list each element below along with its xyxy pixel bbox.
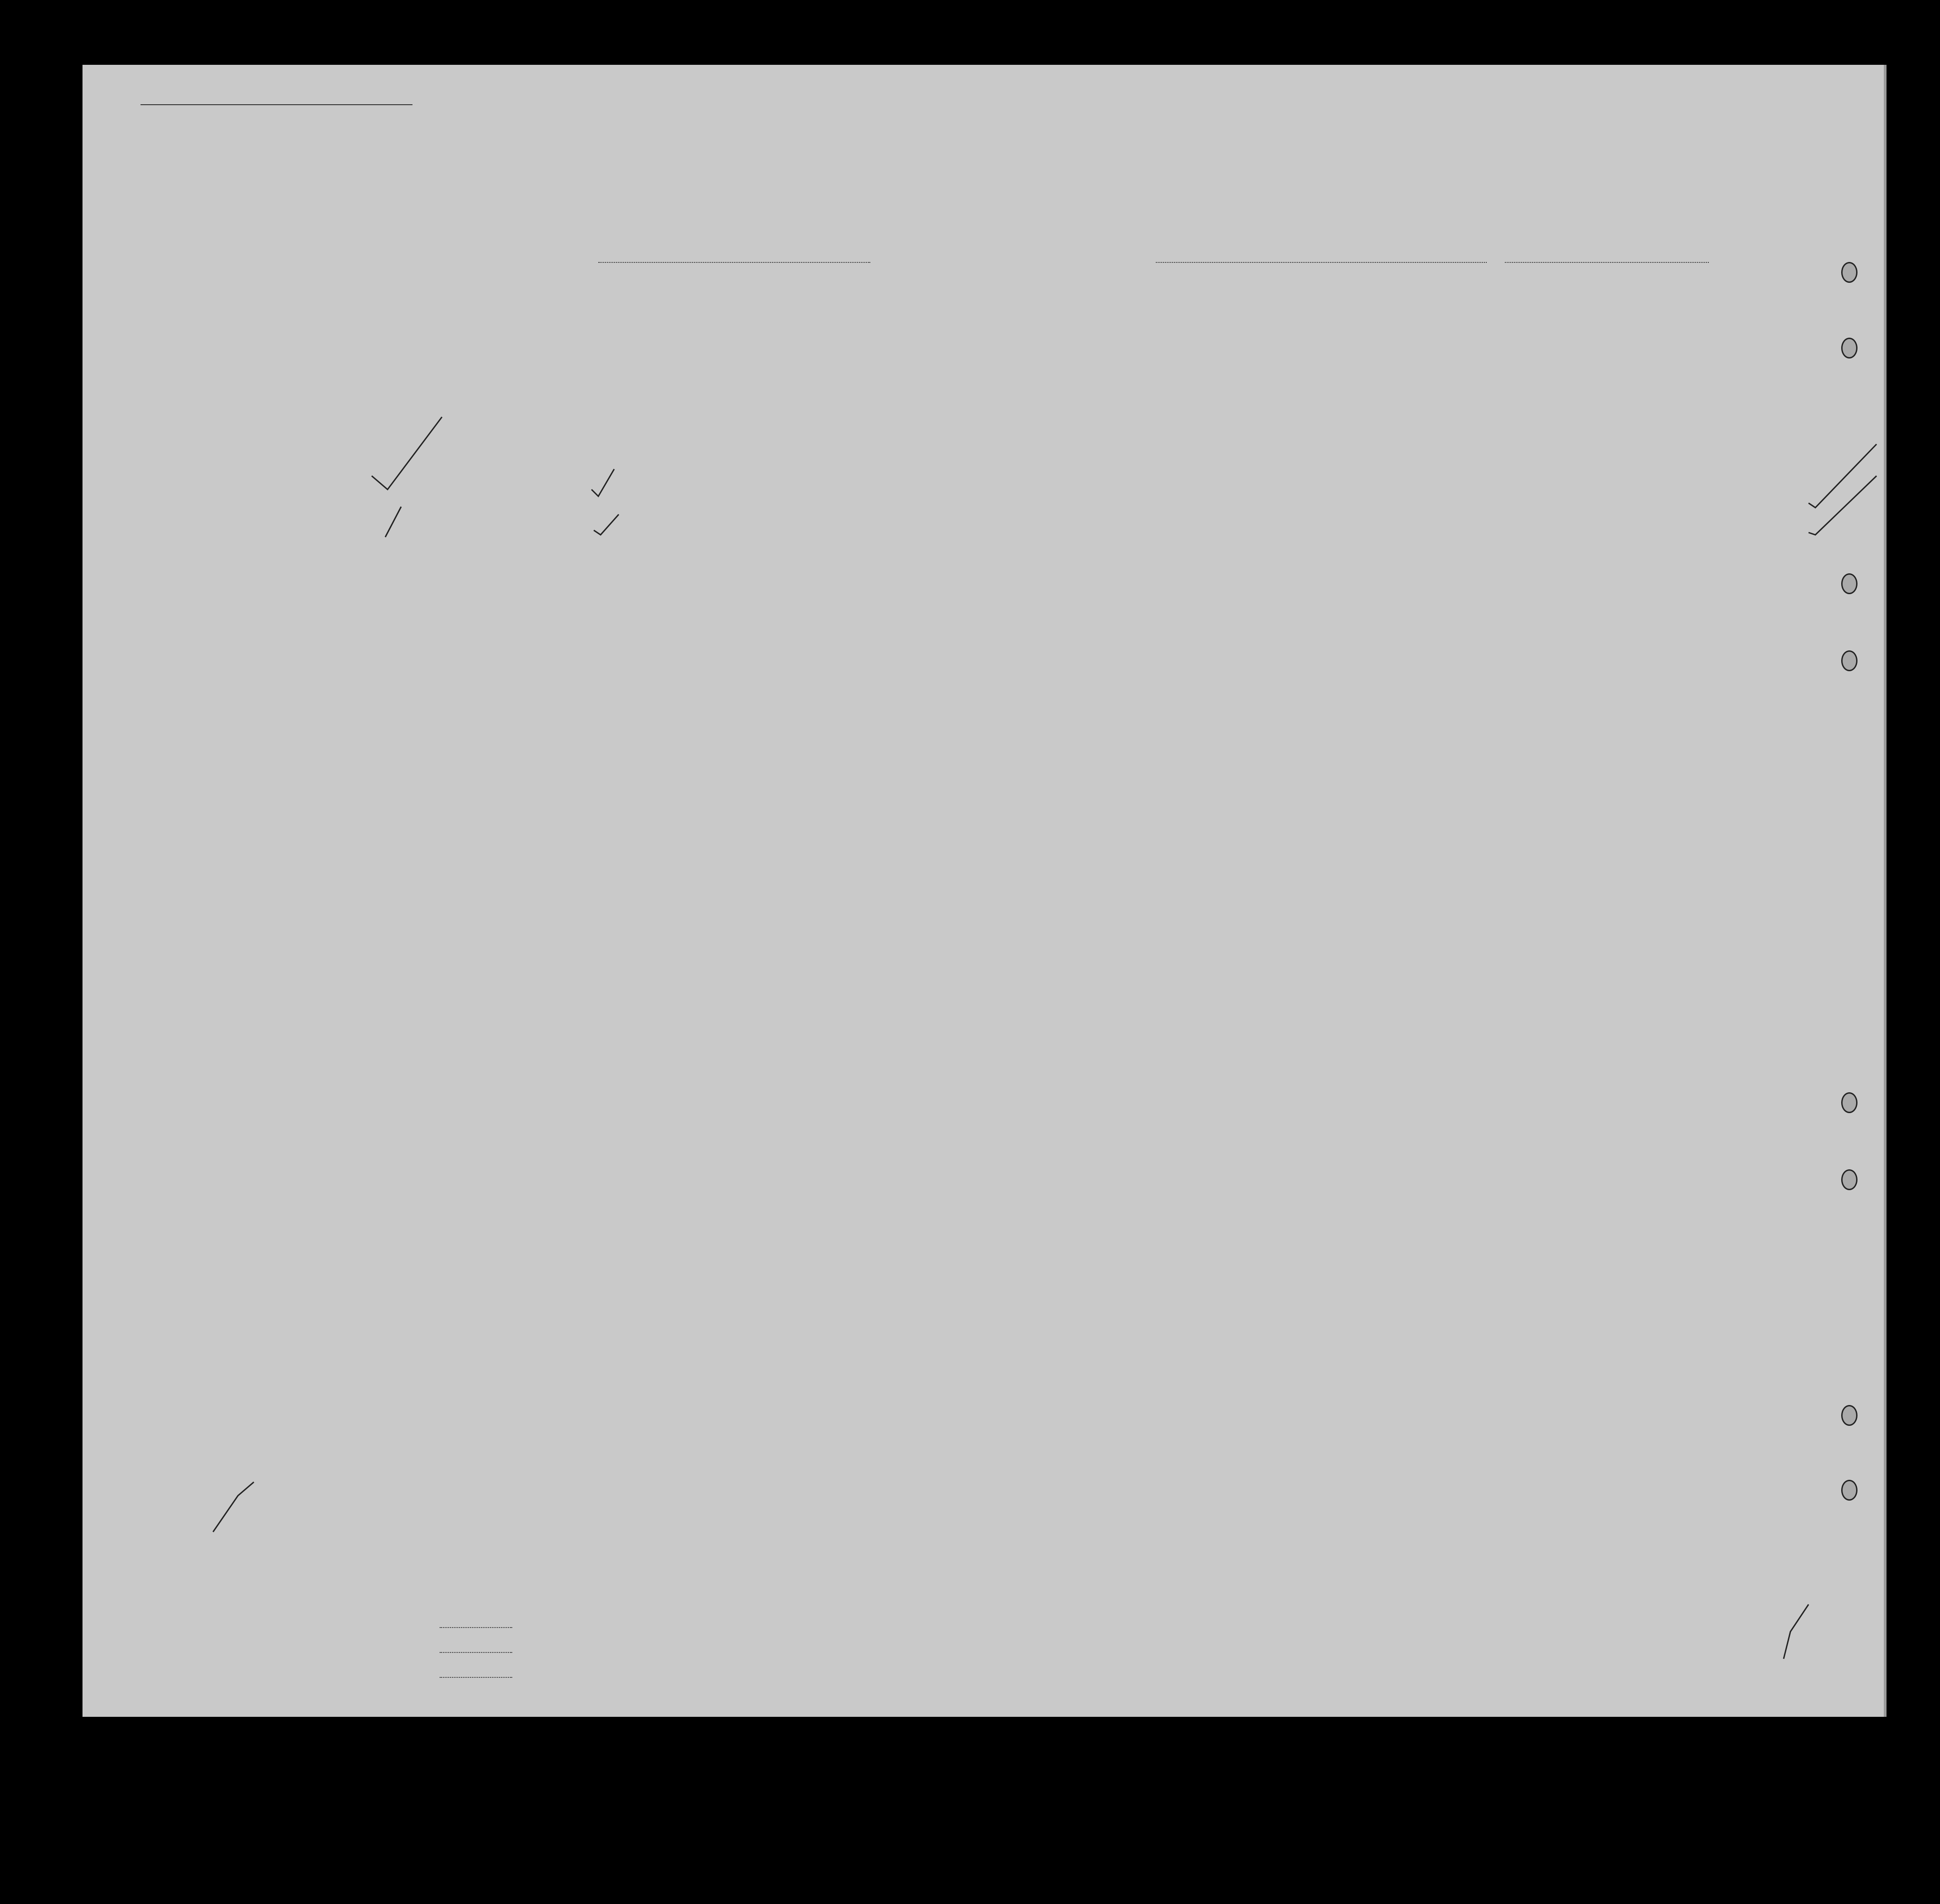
check-icon	[592, 469, 614, 496]
check-icon	[1809, 476, 1877, 535]
binder-hole-icon	[1841, 1169, 1858, 1190]
us-citizens-line	[440, 1652, 512, 1653]
check-icon	[385, 507, 401, 537]
margin-stroke-icon	[213, 1482, 254, 1532]
binder-hole-icon	[1841, 262, 1858, 283]
binder-hole-icon	[1841, 573, 1858, 594]
aliens-line	[440, 1677, 512, 1678]
binder-hole-icon	[1841, 650, 1858, 671]
binder-hole-icon	[1841, 1092, 1858, 1113]
binder-hole-icon	[1841, 1480, 1858, 1501]
binder-hole-icon	[1841, 1405, 1858, 1426]
total-passengers-line	[440, 1627, 512, 1628]
check-icon	[594, 514, 619, 535]
check-icon	[372, 417, 442, 489]
check-icon	[1784, 1604, 1809, 1659]
binder-hole-icon	[1841, 338, 1858, 359]
check-icon	[1809, 444, 1877, 508]
